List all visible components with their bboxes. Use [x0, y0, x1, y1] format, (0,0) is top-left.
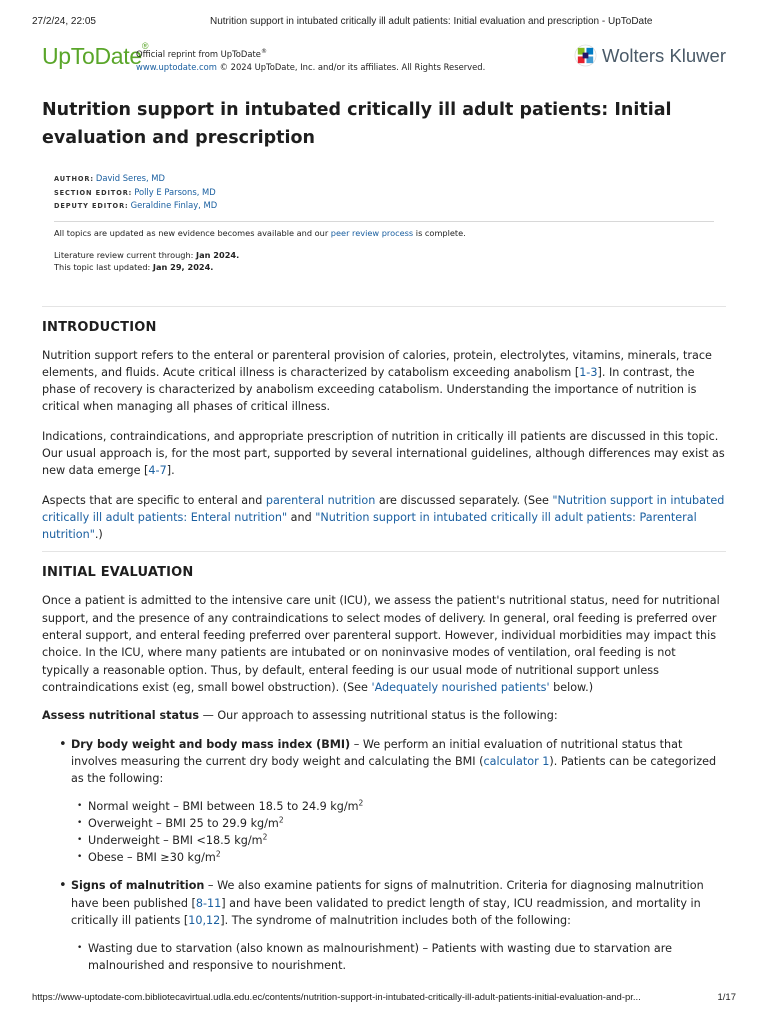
wolters-kluwer-mark-icon — [574, 44, 597, 67]
enteral-nutrition-topic-link[interactable]: "Nutrition support in intubated critically ill adult patients: Enteral nutrition" — [42, 493, 725, 524]
adequately-nourished-link[interactable]: 'Adequately nourished patients' — [371, 680, 550, 694]
paragraph: Assess nutritional status — Our approach to assessing nutritional status is the following: — [42, 709, 558, 723]
author-row: SECTION EDITOR: Polly E Parsons, MD — [54, 186, 216, 197]
divider — [54, 221, 714, 222]
page-title: Nutrition support in intubated critically ill adult patients: Initial evaluation and prescription — [42, 100, 672, 148]
print-url: https://www-uptodate-com.bibliotecavirtual.udla.edu.ec/contents/nutrition-support-in-intubated-critically-ill-adult-patients-initial-evaluation-and-pr... — [32, 992, 641, 1003]
bullet-icon: • — [77, 801, 83, 812]
bullet-icon: • — [59, 878, 67, 894]
last-updated-date: This topic last updated: Jan 29, 2024. — [54, 261, 214, 272]
paragraph: Once a patient is admitted to the intensive care unit (ICU), we assess the patient's nutritional status, need for nutritional support, and the presence of any contraindications to select modes of delivery. In general, oral feeding is preferred over enteral support, and enteral feeding preferred over parenteral support. However, individual morbidities may impact this choice. In the ICU, where many patients are intubated or on noninvasive modes of ventilation, oral feeding is not typically a reasonable option. Thus, by default, enteral feeding is our usual mode of nutritional support unless contraindications exist (eg, small bowel obstruction). (See 'Adequately nourished patients' below.) — [42, 594, 720, 694]
introduction-section — [42, 320, 726, 544]
paragraph: Aspects that are specific to enteral and parenteral nutrition are discussed separately. (See "Nutrition support in intubated critically ill adult patients: Enteral nutrition" and "Nutrition support in intubated critically ill adult patients: Parenteral nutrition".) — [42, 493, 725, 542]
wolters-kluwer-logo[interactable] — [574, 44, 726, 67]
uptodate-link[interactable]: www.uptodate.com — [136, 61, 217, 72]
paragraph: Nutrition support refers to the enteral or parenteral provision of calories, protein, electrolytes, vitamins, minerals, trace elements, and fluids. Acute critical illness is characterized by catabolism exceeding anabolism [1-3]. In contrast, the phase of recovery is characterized by anabolism exceeding catabolism. Understanding the importance of nutrition is critical when managing all phases of critical illness. — [42, 348, 712, 414]
uptodate-logo[interactable]: UpToDate® — [42, 41, 149, 69]
bullet-icon: • — [77, 818, 83, 829]
bullet-icon: • — [77, 835, 83, 846]
section-editor-link[interactable]: Polly E Parsons, MD — [134, 186, 216, 197]
article — [42, 96, 726, 974]
print-title: Nutrition support in intubated critically ill adult patients: Initial evaluation and prescription - UpToDate — [210, 16, 653, 27]
deputy-editor-link[interactable]: Geraldine Finlay, MD — [130, 200, 218, 210]
paragraph: Indications, contraindications, and appropriate prescription of nutrition in critically ill patients are discussed in this topic. Our usual approach is, for the most part, supported by several international guidelines, although differences may exist as new data emerge [4-7]. — [42, 429, 725, 478]
reference-link[interactable]: 8-11 — [195, 896, 222, 910]
reference-link[interactable]: 4-7 — [148, 464, 167, 478]
author-link[interactable]: David Seres, MD — [95, 173, 165, 183]
list-item: • Overweight – BMI 25 to 29.9 $kg/m^2$ — [77, 815, 284, 831]
author-list — [54, 172, 726, 213]
list-item: • Obese – BMI ≥30 $kg/m^2$ — [77, 849, 221, 865]
list-item: • Normal weight – BMI between 18.5 to 24.9 $kg/m^2$ — [77, 798, 364, 814]
bmi-category-list — [42, 798, 726, 866]
list-item: • Wasting due to starvation (also known as malnourishment) – Patients with wasting due to starvation are malnourished and responsive to nourishment. — [77, 942, 673, 973]
bullet-icon: • — [77, 943, 83, 954]
bullet-icon: • — [77, 852, 83, 863]
update-info — [54, 227, 726, 273]
list-item: • Signs of malnutrition – We also examine patients for signs of malnutrition. Criteria for diagnosing malnutrition have been published [8-11] and have been validated to predict length of stay, ICU readmission, and mortality in critically ill patients [10,12]. The syndrome of malnutrition includes both of the following: — [59, 878, 704, 928]
author-row: AUTHOR: David Seres, MD — [54, 173, 165, 183]
list-item: • Underweight – BMI <18.5 $kg/m^2$ — [77, 832, 268, 848]
section-divider — [42, 306, 726, 307]
bullet-icon: • — [59, 736, 67, 752]
reference-link[interactable]: 1-3 — [579, 365, 598, 379]
page-number: 1/17 — [717, 992, 736, 1003]
reprint-notice: Official reprint from UpToDate® www.uptodate.com © 2024 UpToDate, Inc. and/or its affiliates. All Rights Reserved. — [136, 48, 486, 72]
author-row: DEPUTY EDITOR: Geraldine Finlay, MD — [54, 200, 218, 210]
section-divider — [42, 551, 726, 552]
print-footer — [32, 992, 736, 1006]
bmi-calculator-link[interactable]: calculator 1 — [483, 754, 550, 768]
initial-evaluation-section — [42, 565, 726, 974]
publisher-name: Wolters Kluwer — [601, 44, 726, 66]
section-heading-initial-evaluation: INITIAL EVALUATION — [42, 565, 194, 581]
reprint-banner — [42, 43, 726, 75]
parenteral-nutrition-link[interactable]: parenteral nutrition — [265, 493, 376, 507]
section-heading-introduction: INTRODUCTION — [42, 319, 157, 335]
peer-review-link[interactable]: peer review process — [330, 227, 414, 238]
list-item: • Dry body weight and body mass index (BMI) – We perform an initial evaluation of nutritional status that involves measuring the current dry body weight and calculating the BMI (calculator 1). Patients can be categorized as the following: — [59, 736, 717, 786]
print-datetime: 27/2/24, 22:05 — [32, 16, 96, 27]
reference-link[interactable]: 10,12 — [188, 914, 221, 928]
parenteral-nutrition-topic-link[interactable]: "Nutrition support in intubated critically ill adult patients: Parenteral nutrition" — [42, 510, 697, 542]
literature-review-date: Literature review current through: Jan 2024. — [54, 249, 240, 260]
update-notice: All topics are updated as new evidence becomes available and our peer review process is complete. — [54, 227, 466, 238]
